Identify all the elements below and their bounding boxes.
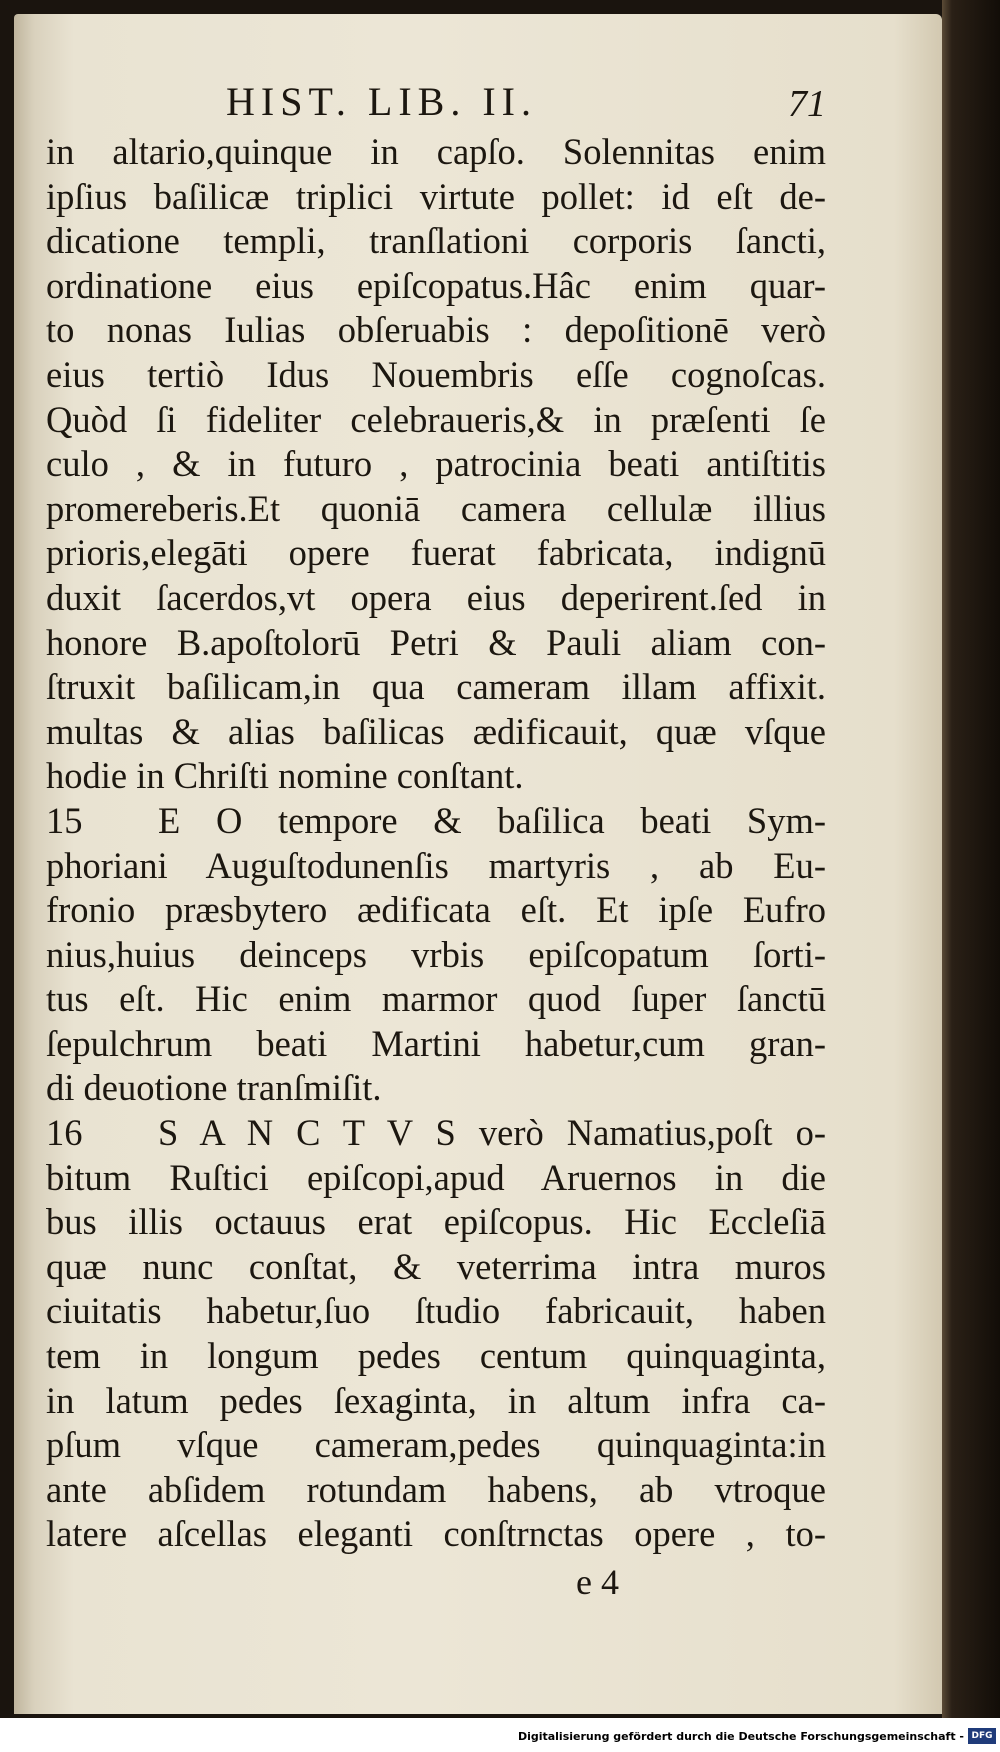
chapter-16 (46, 1111, 826, 1557)
chapter-number: 16 (46, 1112, 83, 1154)
page-number: 71 (788, 83, 826, 125)
text-line: pſum vſque cameram,pedes quinquaginta:in (46, 1424, 826, 1466)
text-line: quæ nunc conſtat, & veterrima intra muros (46, 1245, 826, 1287)
text-line: di deuotione tranſmiſit. (46, 1067, 382, 1109)
text-line: eius tertiò Idus Nouembris eſſe cognoſcas. (46, 353, 826, 395)
text-line: ciuitatis habetur,ſuo ſtudio fabricauit, haben (46, 1290, 826, 1332)
footer-bar (0, 1718, 1000, 1752)
text-line: ſtruxit baſilicam,in qua cameram illam affixit. (46, 666, 826, 708)
text-line: bitum Ruſtici epiſcopi,apud Aruernos in die (46, 1156, 826, 1198)
text-line: tus eſt. Hic enim marmor quod ſuper ſanctū (46, 978, 826, 1020)
signature-mark: e 4 (576, 1562, 619, 1602)
text-line: duxit ſacerdos,vt opera eius deperirent.ſed in (46, 576, 826, 618)
text-line: ipſius baſilicæ triplici virtute pollet: id eſt de- (46, 175, 826, 217)
text-line: tem in longum pedes centum quinquaginta, (46, 1335, 826, 1377)
book-edge (942, 0, 1000, 1718)
chapter-number: 15 (46, 799, 83, 841)
text-line: in latum pedes ſexaginta, in altum infra ca- (46, 1379, 826, 1421)
text-line (46, 799, 826, 844)
text-line: ordinatione eius epiſcopatus.Hâc enim quar- (46, 264, 826, 306)
text-line: multas & alias baſilicas ædificauit, quæ vſque (46, 710, 826, 752)
funding-credit: Digitalisierung gefördert durch die Deutsche Forschungsgemeinschaft - (517, 1730, 964, 1743)
text-line: in altario,quinque in capſo. Solennitas enim (46, 131, 826, 172)
text-line: promereberis.Et quoniā camera cellulæ illius (46, 487, 826, 529)
paragraph-continued (46, 130, 826, 799)
text-line: ante abſidem rotundam habens, ab vtroque (46, 1468, 826, 1510)
chapter-first-line: S A N C T V S verò Namatius,poſt o- (158, 1112, 826, 1154)
text-line: to nonas Iulias obſeruabis : depoſitionē verò (46, 309, 826, 351)
text-line: phoriani Auguſtodunenſis martyris , ab Eu- (46, 844, 826, 886)
text-block (46, 78, 826, 1603)
text-line: latere aſcellas eleganti conſtrnctas opere , to- (46, 1513, 826, 1555)
running-head (46, 78, 826, 130)
chapter-15 (46, 799, 826, 1111)
dfg-logo: DFG (968, 1728, 996, 1744)
text-line: bus illis octauus erat epiſcopus. Hic Eccleſiā (46, 1201, 826, 1243)
text-line: Quòd ſi fideliter celebraueris,& in præſenti ſe (46, 398, 826, 440)
text-line: hodie in Chriſti nomine conſtant. (46, 755, 524, 797)
text-line: prioris,elegāti opere fuerat fabricata, indignū (46, 532, 826, 574)
chapter-first-line: E O tempore & baſilica beati Sym- (158, 799, 826, 841)
text-line (46, 1111, 826, 1156)
text-line: fronio præsbytero ædificata eſt. Et ipſe Eufro (46, 889, 826, 931)
text-line: ſepulchrum beati Martini habetur,cum gran- (46, 1022, 826, 1064)
running-title: HIST. LIB. II. (226, 79, 537, 124)
text-line: nius,huius deinceps vrbis epiſcopatum ſorti- (46, 933, 826, 975)
text-line: honore B.apoſtolorū Petri & Pauli aliam con- (46, 621, 826, 663)
text-line: dicatione templi, tranſlationi corporis ſancti, (46, 220, 826, 262)
text-line: culo , & in futuro , patrocinia beati antiſtitis (46, 443, 826, 485)
